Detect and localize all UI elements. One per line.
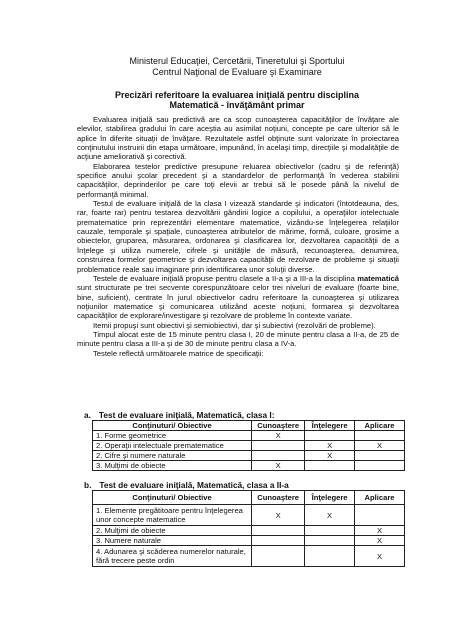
col-header-understanding: Înţelegere [305,421,355,431]
row-content: 4. Adunarea şi scăderea numerelor naturale, fără trecere peste ordin [93,546,252,567]
application-mark: X [355,546,405,567]
understanding-mark [305,461,355,471]
understanding-mark [305,431,355,441]
understanding-mark: X [305,505,355,526]
center-name: Centrul Naţional de Evaluare şi Examinare [152,67,322,77]
row-content: 2. Cifre şi numere naturale [93,451,252,461]
application-mark: X [355,526,405,536]
document-body [77,115,399,358]
table-header-row [93,421,405,431]
understanding-mark [305,546,355,567]
table-header-row [93,491,405,505]
paragraph-1: Evaluarea iniţială sau predictivă are ca scop cunoaşterea capacităţilor de învăţare ale elevilor, stabilirea gradului în care aceştia au asimilat noţiuni, concepte pe care ulterior să le aplice în diferite situaţii de învăţare. Rezultatele astfel obţinute sunt valorizate în proiectarea conţinutului instruirii din etapa următoare, impunând, în acelaşi timp, direcţiile şi modalităţile de acţiune ameliorativă şi corectivă. [77,115,399,162]
table-row [93,536,405,546]
understanding-mark: X [305,441,355,451]
understanding-mark [305,536,355,546]
row-content: 1. Elemente pregătitoare pentru înţelegerea unor concepte matematice [93,505,252,526]
col-header-application: Aplicare [355,421,405,431]
application-mark: X [355,536,405,546]
col-header-application: Aplicare [355,491,405,505]
col-header-knowledge: Cunoaştere [252,491,305,505]
paragraph-7: Testele reflectă următoarele matrice de specificaţii: [93,348,264,358]
understanding-mark: X [305,451,355,461]
table-row [93,451,405,461]
table-row [93,505,405,526]
title-line-2: Matematică - învăţământ primar [169,100,305,110]
knowledge-mark: X [252,431,305,441]
row-content: 3. Mulţimi de obiecte [93,461,252,471]
section-a-heading [84,410,274,420]
table-row [93,441,405,451]
knowledge-mark [252,536,305,546]
ministry-name: Ministerul Educaţiei, Cercetării, Tineretului şi Sportului [129,56,345,66]
application-mark [355,461,405,471]
table-class-2 [92,490,405,567]
paragraph-6: Timpul alocat este de 15 minute pentru clasa I, 20 de minute pentru clasa a II-a, de 25 de minute pentru clasa a III-a şi de 30 de minute pentru clasa a IV-a. [77,329,399,349]
row-content: 2. Mulţimi de obiecte [93,526,252,536]
paragraph-2: Elaborarea testelor predictive presupune reluarea obiectivelor (cadru şi de referinţă) specifice anului şcolar precedent şi a standardelor de performanţă în vederea stabilirii capacităţilor, deprinderilor pe care toţi elevii ar trebui să le posede până la nivelul de performanţă minimal. [77,161,399,199]
understanding-mark [305,526,355,536]
table-row [93,526,405,536]
knowledge-mark: X [252,505,305,526]
row-content: 1. Forme geometrice [93,431,252,441]
application-mark [355,505,405,526]
paragraph-3: Testul de evaluare iniţială de la clasa I vizează standarde şi indicatori (întotdeauna, des, rar, foarte rar) pentru testarea dezvoltării gândirii logice a copilului, a operaţiilor intelectuale prematematice prin reprezentări elementare matematice, vizându-se înţelegerea relaţiilor cauzale, temporale şi spaţiale, cunoaşterea atributelor de mărime, formă, culoare, grosime a obiectelor, gruparea, măsurarea, ordonarea şi clasificarea lor, dezvoltarea capacităţii de a înţelege şi utiliza numerele, cifrele şi unităţile de măsură, recunoaşterea, denumirea, construirea formelor geometrice şi dezvoltarea capacităţii de rezolvare de probleme şi situaţii problematice reale sau imaginare prin identificarea unor soluţii diverse. [77,199,399,274]
knowledge-mark: X [252,461,305,471]
knowledge-mark [252,451,305,461]
col-header-content: Conţinuturi/ Obiective [93,421,252,431]
application-mark: X [355,441,405,451]
title-line-1: Precizări referitoare la evaluarea iniţială pentru disciplina [114,90,360,100]
table-row [93,546,405,567]
section-b-label: b. [84,480,92,490]
col-header-content: Conţinuturi/ Obiective [93,491,252,505]
col-header-understanding: Înţelegere [305,491,355,505]
table-class-1 [92,420,405,471]
application-mark [355,451,405,461]
knowledge-mark [252,441,305,451]
bold-word: matematică [357,273,399,283]
document-title [0,90,474,110]
knowledge-mark [252,546,305,567]
row-content: 2. Operaţii intelectuale prematematice [93,441,252,451]
application-mark [355,431,405,441]
document-header [0,56,474,78]
paragraph-4-end: sunt structurate pe trei secvente corespunzătoare celor trei niveluri de evaluare (foarte bine, bine, suficient), centrate în jurul obiectivelor cadru referitoare la cunoaşterea şi utilizarea noţiunilor matematice şi comunicarea utilizând aceste noţiuni, formarea şi dezvoltarea capacităţilor de explorare/investigare şi rezolvare de probleme în contexte variate. [77,283,399,321]
section-b-title: Test de evaluare iniţială, Matematică, clasa a II-a [99,480,289,490]
paragraph-4-start: Testele de evaluare iniţială propuse pentru clasele a II-a şi a III-a la disciplina [93,273,358,283]
table-row [93,461,405,471]
knowledge-mark [252,526,305,536]
table-row [93,431,405,441]
col-header-knowledge: Cunoaştere [252,421,305,431]
section-b-heading [84,480,289,490]
row-content: 3. Numere naturale [93,536,252,546]
section-a-title: Test de evaluare iniţială, Matematică, clasa I: [98,410,275,420]
section-a-label: a. [84,410,91,420]
paragraph-5: Itemii propuşi sunt obiectivi şi semiobiectivi, dar şi subiectivi (rezolvări de probleme). [93,320,376,330]
paragraph-4 [77,274,399,321]
